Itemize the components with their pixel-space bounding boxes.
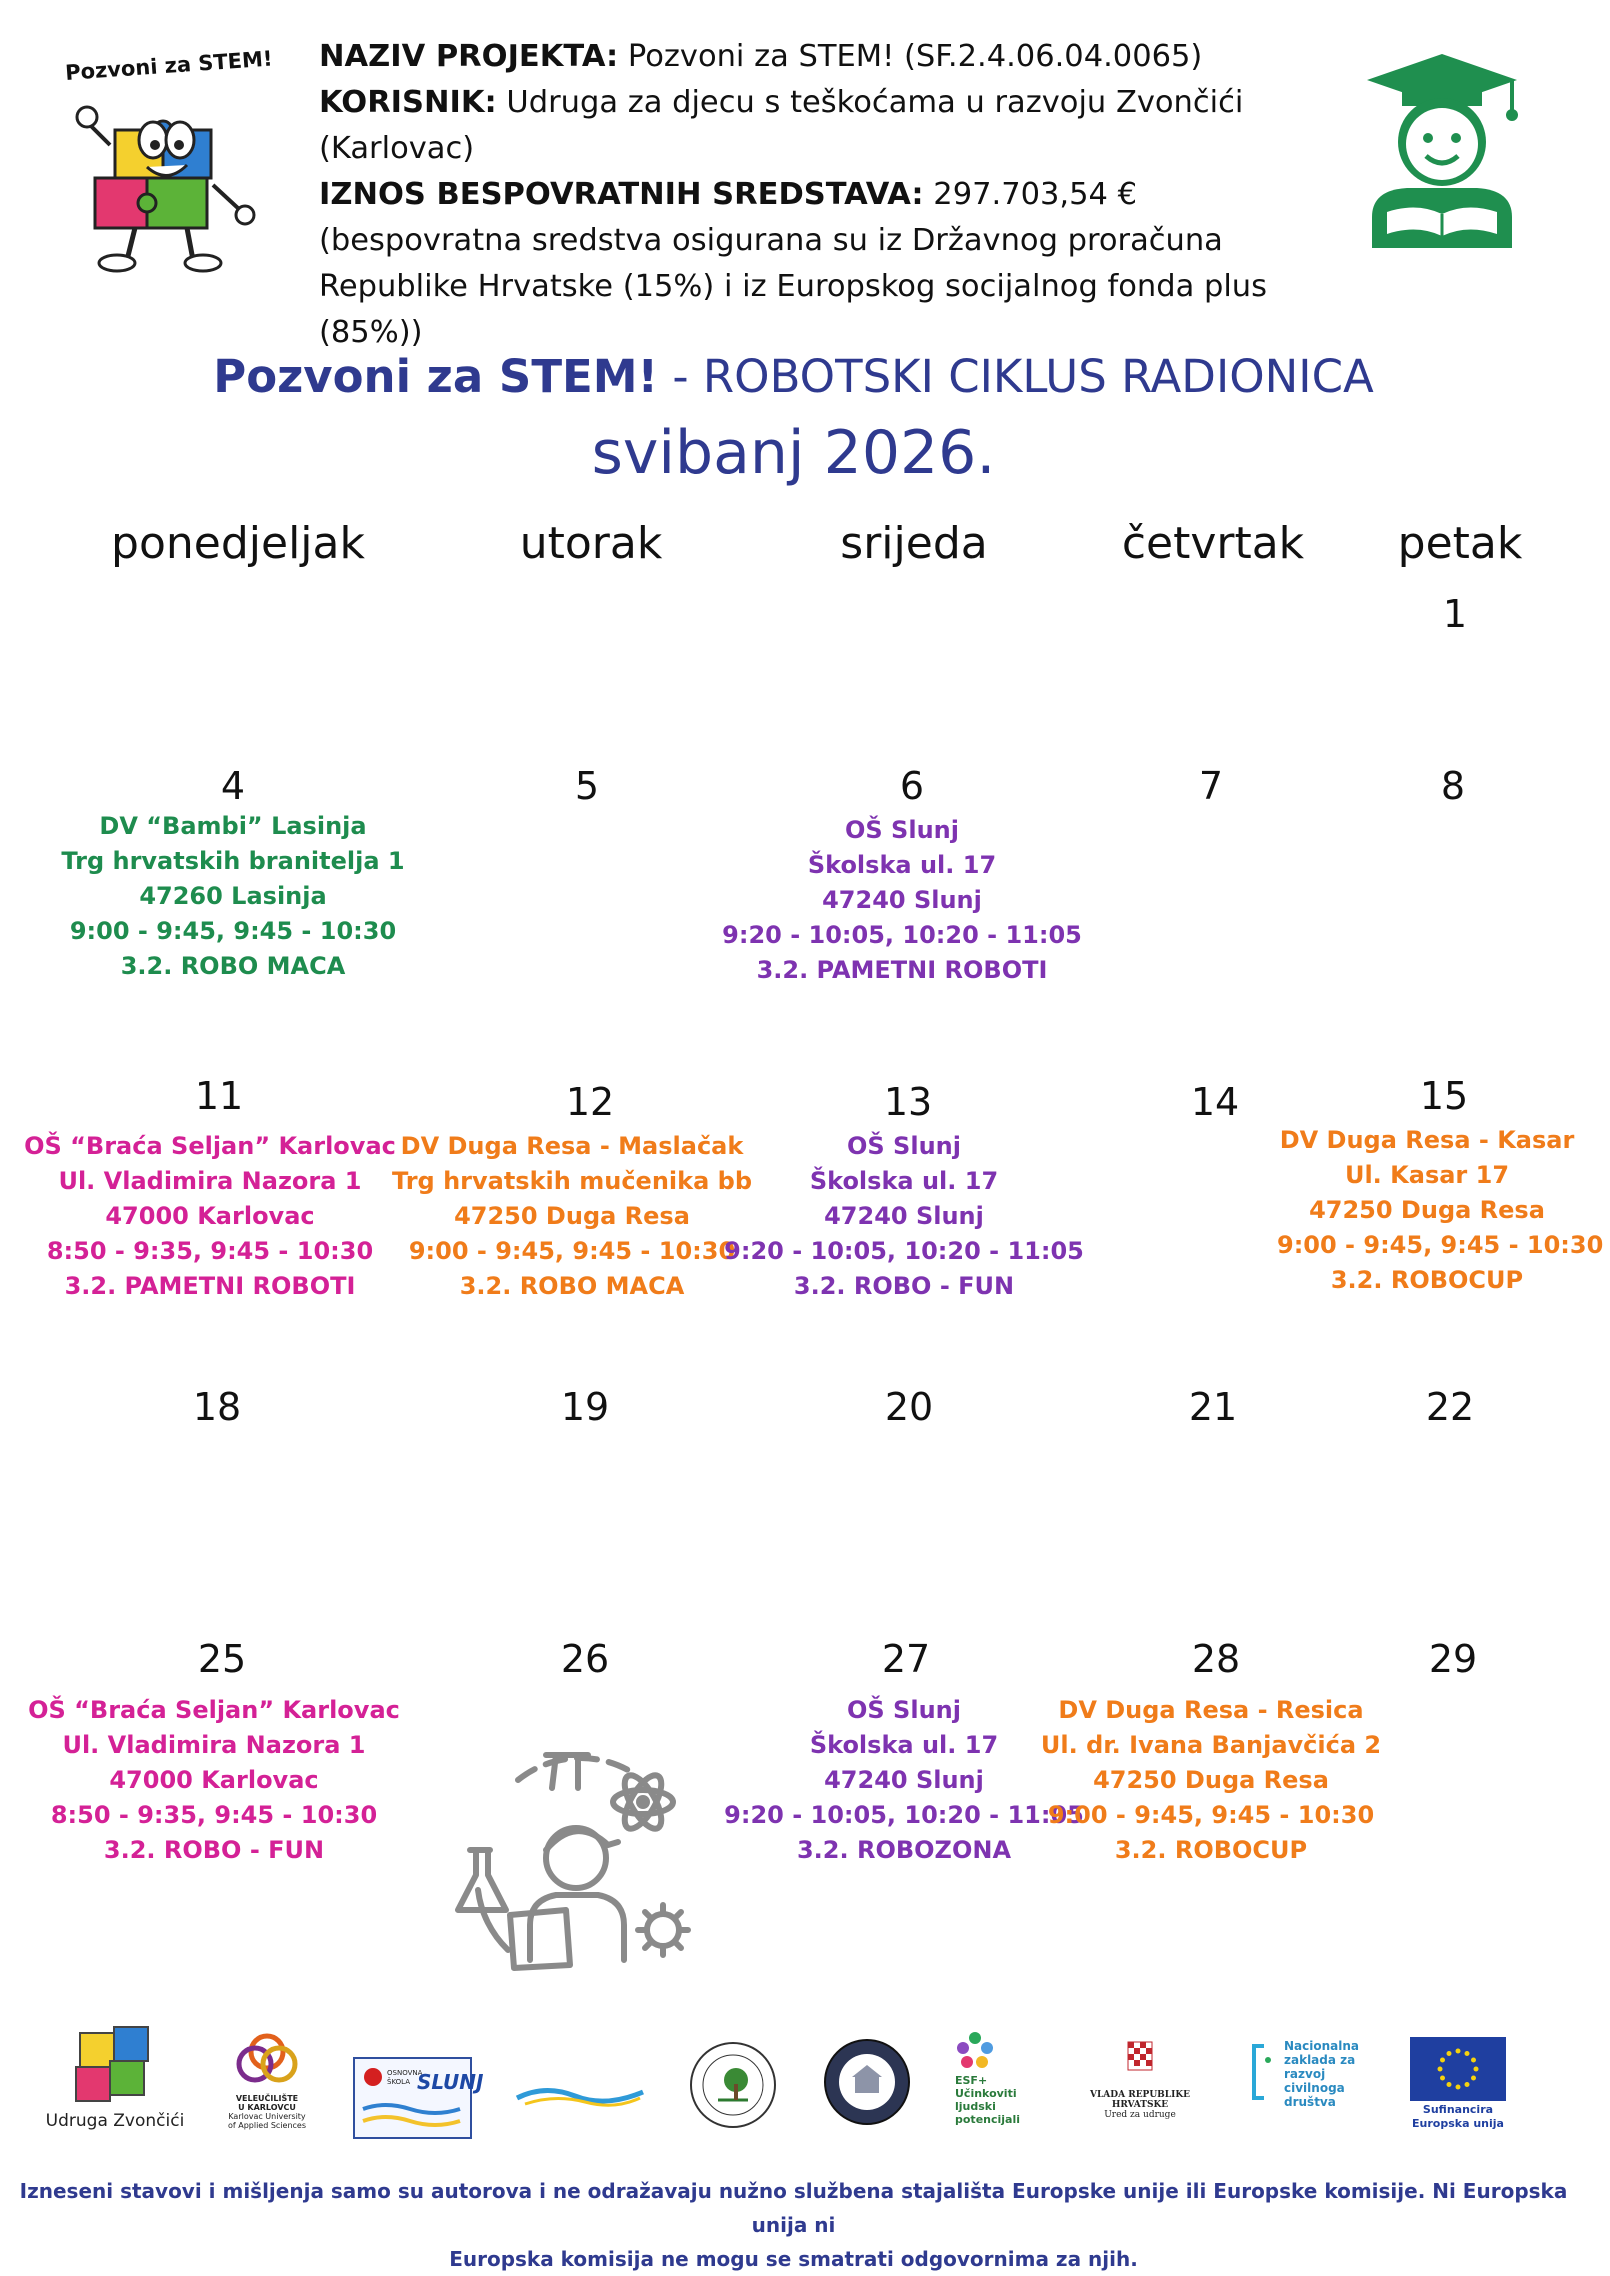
eu-line1: Sufinancira <box>1422 2103 1494 2116</box>
slunj-line2: ŠKOLA <box>387 2078 411 2086</box>
event-venue: OŠ Slunj <box>845 816 959 844</box>
event-workshop: 3.2. ROBO - FUN <box>103 1836 325 1864</box>
event-workshop: 3.2. PAMETNI ROBOTI <box>64 1272 356 1300</box>
disclaimer-line2: Europska komisija ne mogu se smatrati odgovornima za njih. <box>449 2247 1138 2271</box>
event-may-11 <box>10 1129 410 1304</box>
vlada-line1: VLADA REPUBLIKE HRVATSKE <box>1090 2090 1190 2110</box>
day-number: 22 <box>1425 1385 1475 1429</box>
event-workshop: 3.2. ROBOZONA <box>796 1836 1012 1864</box>
nzrcd-logo <box>1250 2037 1390 2137</box>
project-user-label: KORISNIK: <box>319 85 497 120</box>
esf-line2: Učinkoviti <box>955 2087 1017 2100</box>
event-workshop: 3.2. ROBO - FUN <box>793 1272 1015 1300</box>
project-name-label: NAZIV PROJEKTA: <box>319 39 619 74</box>
eu-caption <box>1410 2103 1506 2131</box>
event-venue: DV “Bambi” Lasinja <box>99 812 367 840</box>
esf-line3: ljudski <box>955 2100 996 2113</box>
veleuciliste-line4: of Applied Sciences <box>227 2121 307 2130</box>
page-title <box>0 350 1587 403</box>
event-may-4 <box>33 809 433 984</box>
day-number: 1 <box>1442 592 1468 636</box>
day-number: 28 <box>1191 1637 1241 1681</box>
event-may-13 <box>704 1129 1104 1304</box>
event-address: Ul. Kasar 17 <box>1344 1161 1510 1189</box>
esf-caption <box>955 2074 1035 2126</box>
nzrcd-line4: civilnoga <box>1284 2081 1345 2095</box>
event-city: 47240 Slunj <box>824 1202 984 1230</box>
month-title: svibanj 2026. <box>591 418 996 488</box>
day-number: 5 <box>574 764 600 808</box>
event-city: 47000 Karlovac <box>105 1202 315 1230</box>
day-number: 14 <box>1190 1080 1240 1124</box>
veleuciliste-line3: Karlovac University <box>228 2112 306 2121</box>
event-venue: DV Duga Resa - Maslačak <box>400 1132 744 1160</box>
event-may-25 <box>14 1693 414 1868</box>
puzzle-icon <box>40 2025 190 2107</box>
event-times: 8:50 - 9:35, 9:45 - 10:30 <box>50 1801 378 1829</box>
bracket-icon <box>1250 2042 1280 2102</box>
science-student-illustration <box>448 1740 698 1980</box>
title-bold: Pozvoni za STEM! <box>213 350 659 403</box>
day-number: 4 <box>220 764 246 808</box>
zvoncici-logo <box>40 2025 190 2135</box>
event-workshop: 3.2. ROBO MACA <box>459 1272 685 1300</box>
nzrcd-line2: zaklada za <box>1284 2053 1356 2067</box>
day-number: 11 <box>194 1074 244 1118</box>
eu-line2: Europska unija <box>1412 2117 1504 2130</box>
project-info <box>319 34 1339 356</box>
day-number: 12 <box>565 1080 615 1124</box>
event-address: Ul. Vladimira Nazora 1 <box>58 1167 362 1195</box>
event-times: 9:20 - 10:05, 10:20 - 11:05 <box>724 1801 1084 1829</box>
event-venue: OŠ Slunj <box>847 1696 961 1724</box>
event-times: 9:20 - 10:05, 10:20 - 11:05 <box>724 1237 1084 1265</box>
event-may-6 <box>702 813 1102 988</box>
event-address: Ul. dr. Ivana Banjavčića 2 <box>1040 1731 1382 1759</box>
nzrcd-line5: društva <box>1284 2095 1336 2109</box>
weekday-tuesday: utorak <box>519 518 663 569</box>
river-logo <box>515 2070 645 2115</box>
project-amount-label: IZNOS BESPOVRATNIH SREDSTAVA: <box>319 177 924 212</box>
event-venue: OŠ “Braća Seljan” Karlovac <box>24 1132 396 1160</box>
croatian-coat-of-arms-icon <box>1065 2040 1215 2086</box>
project-name-value: Pozvoni za STEM! (SF.2.4.06.04.0065) <box>618 39 1203 74</box>
weekday-monday: ponedjeljak <box>111 518 365 569</box>
event-city: 47240 Slunj <box>822 886 982 914</box>
day-number: 20 <box>884 1385 934 1429</box>
day-number: 7 <box>1198 764 1224 808</box>
eu-cofunded-logo <box>1410 2037 1520 2147</box>
slunj-line1: OSNOVNA <box>387 2069 423 2077</box>
weekday-wednesday: srijeda <box>840 518 988 569</box>
event-address: Trg hrvatskih branitelja 1 <box>61 847 405 875</box>
event-city: 47250 Duga Resa <box>1093 1766 1329 1794</box>
event-address: Ul. Vladimira Nazora 1 <box>62 1731 366 1759</box>
dv-lasinja-seal <box>688 2040 778 2130</box>
slunj-line3: SLUNJ <box>417 2070 484 2094</box>
weekday-friday: petak <box>1397 518 1523 569</box>
zvoncici-caption: Udruga Zvončići <box>45 2111 185 2131</box>
event-workshop: 3.2. ROBOCUP <box>1330 1266 1524 1294</box>
day-number: 18 <box>192 1385 242 1429</box>
day-number: 19 <box>560 1385 610 1429</box>
event-city: 47250 Duga Resa <box>454 1202 690 1230</box>
event-address: Školska ul. 17 <box>807 851 997 879</box>
event-city: 47260 Lasinja <box>139 882 327 910</box>
student-reading-icon <box>1362 52 1522 248</box>
event-may-15 <box>1277 1123 1604 1298</box>
vlada-line2: Ured za udruge <box>1104 2110 1176 2120</box>
event-venue: DV Duga Resa - Resica <box>1058 1696 1364 1724</box>
event-address: Školska ul. 17 <box>809 1731 999 1759</box>
event-times: 9:00 - 9:45, 9:45 - 10:30 <box>408 1237 736 1265</box>
day-number: 29 <box>1428 1637 1478 1681</box>
esf-line4: potencijali <box>955 2113 1021 2126</box>
day-number: 13 <box>883 1080 933 1124</box>
disclaimer-line1: Izneseni stavovi i mišljenja samo su autorova i ne odražavaju nužno službena stajališta Europske unije ili Europske komisije. Ni Europska unija ni <box>19 2179 1568 2237</box>
event-venue: OŠ “Braća Seljan” Karlovac <box>28 1696 400 1724</box>
eu-flag-icon <box>1410 2037 1506 2101</box>
os-braca-seljan-seal <box>822 2037 912 2127</box>
veleuciliste-line2: U KARLOVCU <box>238 2103 296 2112</box>
project-name-line <box>319 34 1339 80</box>
nzrcd-line1: Nacionalna <box>1284 2039 1360 2053</box>
event-times: 9:00 - 9:45, 9:45 - 10:30 <box>69 917 397 945</box>
event-times: 8:50 - 9:35, 9:45 - 10:30 <box>46 1237 374 1265</box>
day-number: 25 <box>197 1637 247 1681</box>
day-number: 6 <box>899 764 925 808</box>
event-venue: OŠ Slunj <box>847 1132 961 1160</box>
event-address: Trg hrvatskih mučenika bb <box>391 1167 753 1195</box>
veleuciliste-logo <box>222 2030 312 2130</box>
event-workshop: 3.2. ROBOCUP <box>1114 1836 1308 1864</box>
event-may-28 <box>1011 1693 1411 1868</box>
nzrcd-line3: razvoj <box>1284 2067 1326 2081</box>
wave-icon <box>515 2070 645 2115</box>
veleuciliste-line1: VELEUČILIŠTE <box>235 2094 299 2103</box>
flower-icon <box>955 2030 995 2070</box>
event-city: 47240 Slunj <box>824 1766 984 1794</box>
event-address: Školska ul. 17 <box>809 1167 999 1195</box>
event-times: 9:20 - 10:05, 10:20 - 11:05 <box>722 921 1082 949</box>
esf-line1: ESF+ <box>955 2074 988 2087</box>
event-workshop: 3.2. ROBO MACA <box>120 952 346 980</box>
vlada-rh-logo <box>1065 2040 1215 2125</box>
project-amount-value: 297.703,54 € (bespovratna sredstva osigurana su iz Državnog proračuna Republike Hrvatske (15%) i iz Europskog socijalnog fonda plus (85%)) <box>319 177 1268 350</box>
day-number: 27 <box>881 1637 931 1681</box>
day-number: 21 <box>1188 1385 1238 1429</box>
project-user-line <box>319 80 1339 172</box>
disclaimer <box>0 2174 1587 2276</box>
weekday-thursday: četvrtak <box>1121 518 1305 569</box>
esf-logo <box>955 2030 1035 2140</box>
title-rest: - ROBOTSKI CIKLUS RADIONICA <box>658 350 1374 403</box>
nzrcd-caption <box>1284 2039 1359 2109</box>
event-venue: DV Duga Resa - Kasar <box>1279 1126 1575 1154</box>
event-times: 9:00 - 9:45, 9:45 - 10:30 <box>1047 1801 1375 1829</box>
project-user-value: Udruga za djecu s teškoćama u razvoju Zvončići (Karlovac) <box>319 85 1244 166</box>
knot-icon <box>222 2030 312 2090</box>
project-amount-line <box>319 172 1339 356</box>
day-number: 26 <box>560 1637 610 1681</box>
event-city: 47000 Karlovac <box>109 1766 319 1794</box>
svg-text:Pozvoni za STEM!: Pozvoni za STEM! <box>64 46 274 85</box>
event-workshop: 3.2. PAMETNI ROBOTI <box>756 956 1048 984</box>
event-city: 47250 Duga Resa <box>1309 1196 1545 1224</box>
day-number: 8 <box>1440 764 1466 808</box>
os-slunj-logo <box>353 2057 484 2139</box>
pozvoni-za-stem-logo <box>55 35 275 280</box>
day-number: 15 <box>1419 1074 1469 1118</box>
event-times: 9:00 - 9:45, 9:45 - 10:30 <box>1277 1231 1604 1259</box>
